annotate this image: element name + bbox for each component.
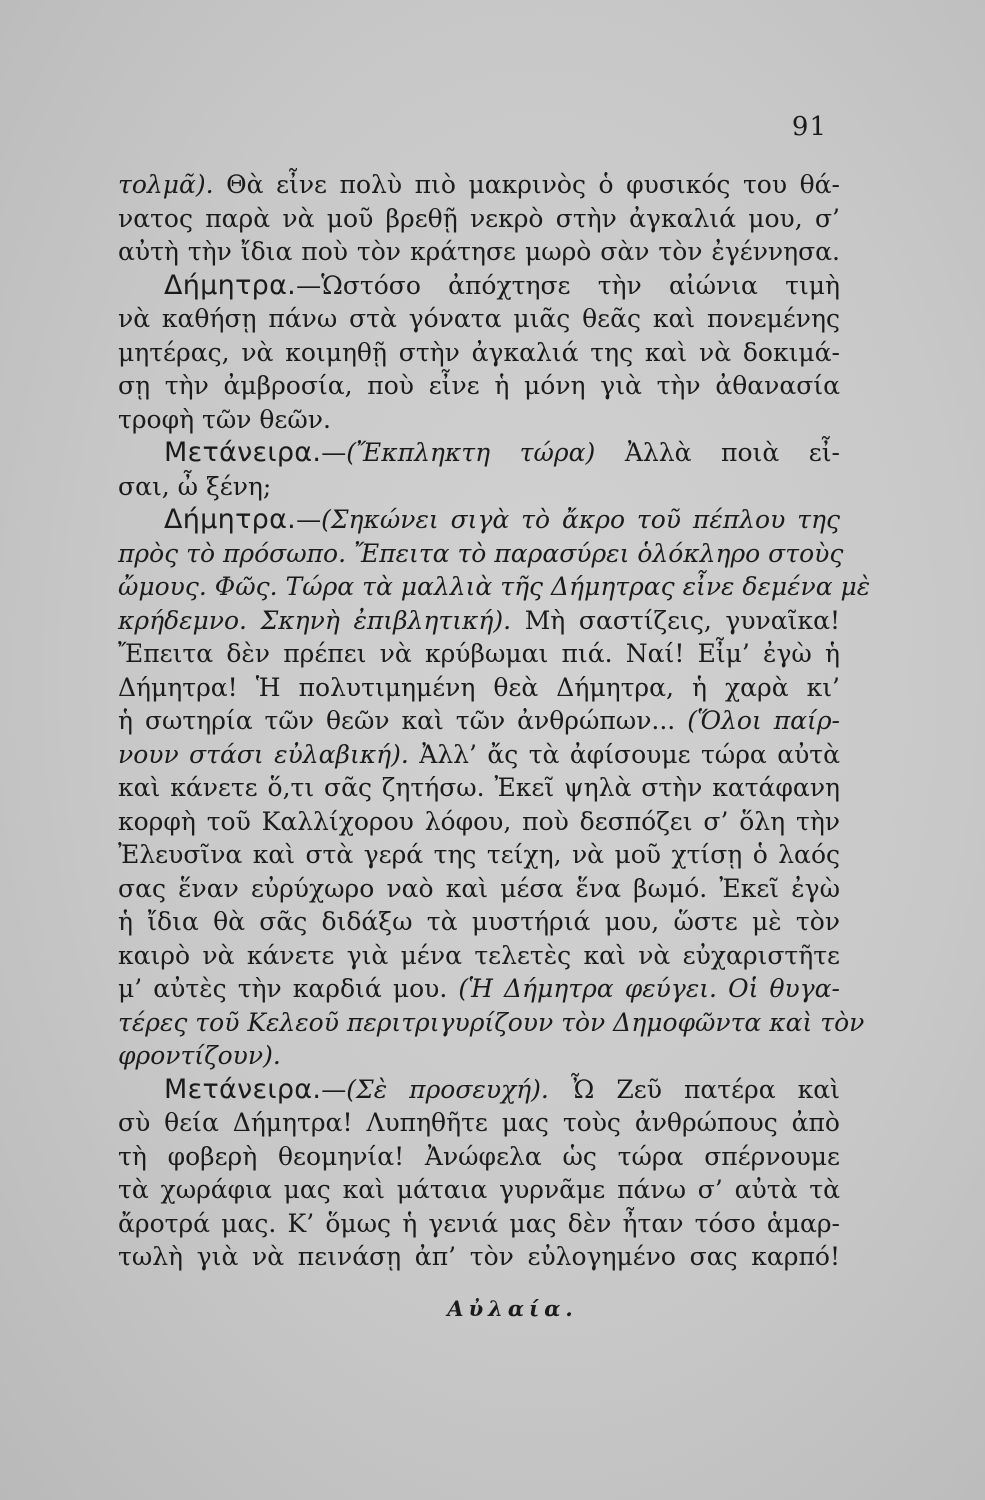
- speaker-name: Δήμητρα.: [164, 269, 297, 301]
- text-line: [118, 637, 840, 671]
- dialogue-text: αὐτὴ τὴν ἴδια ποὺ τὸν κράτησε μωρὸ σὰν τὸν ἐγέννησα.: [118, 237, 840, 266]
- text-line: [118, 905, 840, 939]
- dialogue-text: Ἀλλ’ ἄς τὰ ἀφίσουμε τώρα αὐτὰ: [408, 739, 840, 769]
- text-line: [118, 436, 840, 470]
- page-number: 91: [791, 112, 827, 142]
- dialogue-text: —: [321, 438, 347, 467]
- dialogue-text: τὰ χωράφια μας καὶ μάταια γυρνᾶμε πάνω σ’ αὐτὰ τὰ: [118, 1175, 840, 1204]
- dialogue-text: ἄροτρά μας. Κ’ ὅμως ἡ γενιά μας δὲν ἦταν τόσο ἁμαρ-: [118, 1208, 840, 1238]
- dialogue-text: ἡ ἴδια θὰ σᾶς διδάξω τὰ μυστήριά μου, ὥστε μὲ τὸν: [118, 907, 840, 936]
- text-line: [118, 838, 840, 872]
- dialogue-text: Ἔπειτα δὲν πρέπει νὰ κρύβωμαι πιά. Ναί! Εἶμ’ ἐγὼ ἡ: [118, 639, 840, 668]
- body-text: [118, 168, 871, 1274]
- text-line: [118, 1039, 840, 1073]
- dialogue-text: καὶ κάνετε ὅ,τι σᾶς ζητήσω. Ἐκεῖ ψηλὰ στὴν κατάφανη: [118, 773, 840, 802]
- dialogue-text: κορφὴ τοῦ Καλλίχορου λόφου, ποὺ δεσπόζει σ’ ὅλη τὴν: [118, 806, 840, 836]
- text-line: [118, 503, 840, 537]
- text-line: [118, 403, 840, 437]
- text-line: [118, 771, 840, 805]
- text-line: [118, 872, 840, 906]
- text-line: [118, 1106, 840, 1140]
- text-line: [118, 704, 840, 738]
- text-line: [118, 1073, 840, 1107]
- text-line: [118, 570, 871, 604]
- text-line: [118, 1240, 840, 1274]
- text-line: [118, 1207, 840, 1241]
- text-line: [118, 972, 840, 1006]
- dialogue-text: ἡ σωτηρία τῶν θεῶν καὶ τῶν ἀνθρώπων...: [118, 706, 688, 735]
- dialogue-text: σὺ θεία Δήμητρα! Λυπηθῆτε μας τοὺς ἀνθρώπους ἀπὸ: [118, 1108, 840, 1137]
- dialogue-text: Ἐλευσῖνα καὶ στὰ γερά της τείχη, νὰ μοῦ χτίσῃ ὁ λαός: [118, 840, 840, 869]
- speaker-name: Δήμητρα.: [164, 504, 297, 535]
- stage-direction: (Σὲ προσευχή).: [346, 1074, 549, 1104]
- text-line: [118, 470, 840, 504]
- stage-direction: τέρες τοῦ Κελεοῦ περιτριγυρίζουν τὸν Δημοφῶντα καὶ τὸν: [118, 1007, 865, 1037]
- stage-direction: τολμᾶ).: [118, 170, 214, 199]
- speaker-name: Μετάνειρα.: [164, 437, 322, 468]
- text-line: [118, 805, 840, 839]
- text-line: [118, 537, 844, 571]
- text-line: [118, 302, 840, 336]
- text-line: [118, 369, 840, 403]
- stage-direction: φροντίζουν).: [118, 1041, 281, 1070]
- dialogue-text: σῃ τὴν ἀμβροσία, ποὺ εἶνε ἡ μόνη γιὰ τὴν ἀθανασία: [118, 371, 840, 400]
- text-line: [118, 1006, 865, 1040]
- stage-direction: (Ὅλοι παίρ-: [687, 706, 840, 735]
- dialogue-text: καιρὸ νὰ κάνετε γιὰ μένα τελετὲς καὶ νὰ εὐχαριστῆτε: [118, 940, 840, 970]
- dialogue-text: Θὰ εἶνε πολὺ πιὸ μακρινὸς ὁ φυσικός του θά-: [213, 170, 840, 199]
- footer-curtain: Αὐλαία.: [447, 1296, 578, 1321]
- stage-direction: νουν στάσι εὐλαβική).: [118, 739, 409, 769]
- dialogue-text: —: [296, 505, 322, 534]
- text-line: [118, 939, 840, 973]
- text-line: [118, 1140, 840, 1174]
- text-line: [118, 269, 840, 303]
- speaker-name: Μετάνειρα.: [164, 1073, 322, 1105]
- dialogue-text: τροφὴ τῶν θεῶν.: [118, 404, 331, 434]
- stage-direction: πρὸς τὸ πρόσωπο. Ἔπειτα τὸ παρασύρει ὁλόκληρο στοὺς: [118, 538, 844, 568]
- dialogue-text: μ’ αὐτὲς τὴν καρδιά μου.: [118, 974, 459, 1003]
- dialogue-text: σαι, ὦ ξένη;: [118, 471, 272, 501]
- text-line: [118, 336, 840, 370]
- dialogue-text: —: [321, 1074, 347, 1104]
- stage-direction: (Ἔκπληκτη τώρα): [346, 438, 596, 467]
- dialogue-text: —Ὡστόσο ἀπόχτησε τὴν αἰώνια τιμὴ: [296, 270, 840, 300]
- dialogue-text: νὰ καθήσῃ πάνω στὰ γόνατα μιᾶς θεᾶς καὶ πονεμένης: [118, 304, 840, 333]
- dialogue-text: Ἀλλὰ ποιὰ εἶ-: [595, 438, 840, 467]
- dialogue-text: Μὴ σαστίζεις, γυναῖκα!: [511, 605, 840, 635]
- dialogue-text: τωλὴ γιὰ νὰ πεινάσῃ ἀπ’ τὸν εὐλογημένο σας καρπό!: [118, 1242, 840, 1271]
- stage-direction: κρήδεμνο. Σκηνὴ ἐπιβλητική).: [118, 605, 512, 635]
- text-line: [118, 604, 840, 638]
- text-line: [118, 671, 840, 705]
- stage-direction: (Σηκώνει σιγὰ τὸ ἄκρο τοῦ πέπλου της: [321, 505, 840, 534]
- dialogue-text: Ὦ Ζεῦ πατέρα καὶ: [548, 1074, 840, 1104]
- dialogue-text: σας ἕναν εὐρύχωρο ναὸ καὶ μέσα ἕνα βωμό. Ἐκεῖ ἐγὼ: [118, 873, 840, 903]
- text-line: [118, 202, 840, 236]
- stage-direction: (Ἡ Δήμητρα φεύγει. Οἱ θυγα-: [458, 974, 840, 1003]
- dialogue-text: νατος παρὰ νὰ μοῦ βρεθῇ νεκρὸ στὴν ἀγκαλιά μου, σ’: [118, 203, 840, 233]
- text-line: [118, 738, 840, 772]
- text-line: [118, 1173, 840, 1207]
- stage-direction: ὤμους. Φῶς. Τώρα τὰ μαλλιὰ τῆς Δήμητρας εἶνε δεμένα μὲ: [118, 572, 871, 601]
- text-line: [118, 168, 840, 202]
- text-line: [118, 235, 840, 269]
- dialogue-text: μητέρας, νὰ κοιμηθῇ στὴν ἀγκαλιά της καὶ νὰ δοκιμά-: [118, 337, 840, 367]
- dialogue-text: Δήμητρα! Ἡ πολυτιμημένη θεὰ Δήμητρα, ἡ χαρὰ κι’: [118, 672, 840, 702]
- dialogue-text: τὴ φοβερὴ θεομηνία! Ἀνώφελα ὡς τώρα σπέρνουμε: [118, 1141, 840, 1171]
